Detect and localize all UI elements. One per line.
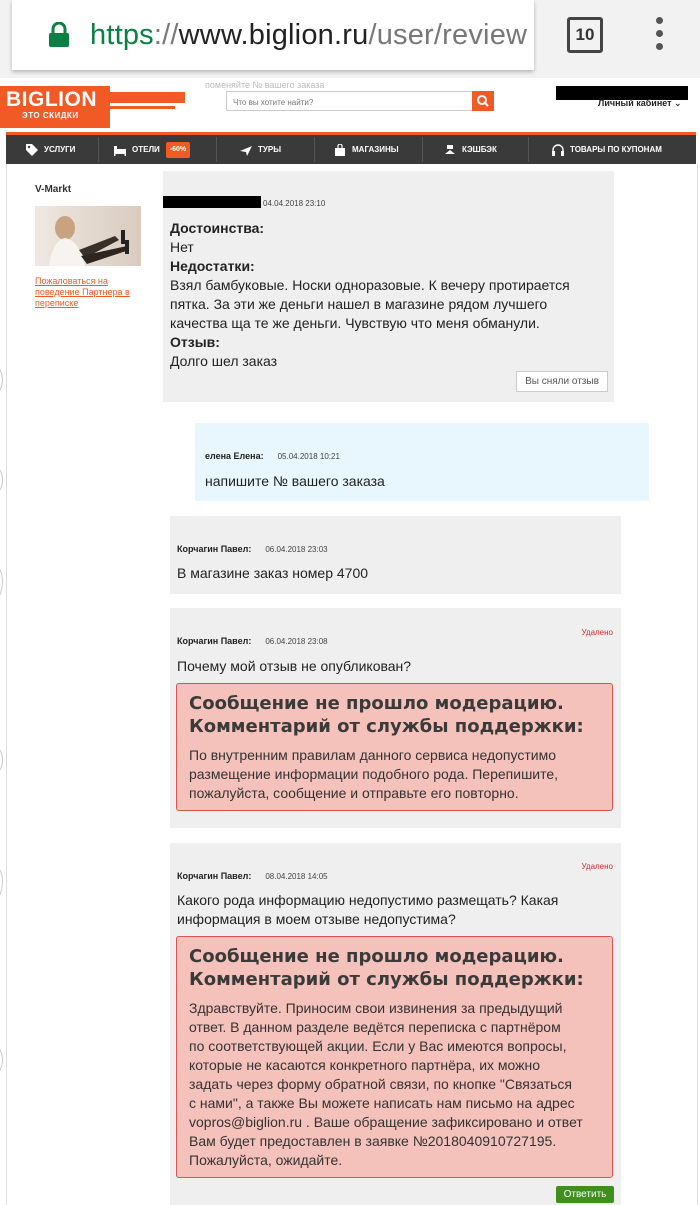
cons-label: Недостатки: <box>170 258 255 274</box>
message-card <box>170 516 621 594</box>
moderation-text: ответ. В данном разделе ведётся переписка с партнёром <box>189 1019 561 1035</box>
moderation-title: Сообщение не прошло модерацию. <box>189 693 564 714</box>
nav-divider <box>216 137 217 162</box>
review-label: Отзыв: <box>170 334 220 350</box>
review-card <box>163 171 614 402</box>
message-author: Корчагин Павел: <box>177 544 252 554</box>
header-faded-text: поменяйте № вашего заказа <box>205 80 325 90</box>
browser-toolbar <box>0 0 700 78</box>
message-card <box>195 423 649 501</box>
site-header <box>0 82 700 132</box>
moderation-text: по соответствующей акции. Если у Вас имеются вопросы, <box>189 1038 567 1054</box>
address-bar[interactable] <box>12 0 534 70</box>
moderation-title: Сообщение не прошло модерацию. <box>189 946 564 967</box>
search-icon <box>472 91 494 111</box>
headphones-icon <box>552 144 564 156</box>
message-text: информация в моем отзыве недопустима? <box>177 911 456 927</box>
cashback-icon <box>444 144 456 156</box>
partner-photo-art <box>35 206 141 266</box>
moderation-text: размещение информации подобного рода. Перепишите, <box>189 766 559 782</box>
deleted-badge: Удалено <box>581 628 613 637</box>
moderation-title: Комментарий от службы поддержки: <box>189 969 584 990</box>
menu-icon[interactable] <box>654 17 664 53</box>
nav-item-shops[interactable]: МАГАЗИНЫ <box>334 135 399 164</box>
hotel-icon <box>114 144 126 156</box>
search-button[interactable] <box>472 91 494 111</box>
message-author: Корчагин Павел: <box>177 636 252 646</box>
nav-divider <box>98 137 99 162</box>
logo-stripe-thin <box>110 106 175 109</box>
moderation-text: Пожалуйста, ожидайте. <box>189 1152 343 1168</box>
message-text: Какого рода информацию недопустимо размещать? Какая <box>177 892 559 908</box>
moderation-title: Комментарий от службы поддержки: <box>189 716 584 737</box>
nav-item-coupon-goods[interactable]: ТОВАРЫ ПО КУПОНАМ <box>552 135 662 164</box>
discount-badge: -60% <box>166 142 190 158</box>
message-date: 08.04.2018 14:05 <box>265 872 328 881</box>
review-withdrawn-button[interactable]: Вы сняли отзыв <box>516 371 608 392</box>
moderation-notice <box>176 683 613 811</box>
moderation-text: Вам будет предоставлен в заявке №2018040910727195. <box>189 1133 557 1149</box>
logo-stripe <box>110 92 185 103</box>
nav-item-tours[interactable]: ТУРЫ <box>240 135 281 164</box>
message-text: В магазине заказ номер 4700 <box>177 565 369 581</box>
message-text: напишите № вашего заказа <box>205 473 385 489</box>
reply-button[interactable]: Ответить <box>556 1186 614 1203</box>
deleted-badge: Удалено <box>581 862 613 871</box>
cons-line: Взял бамбуковые. Носки одноразовые. К вечеру протирается <box>170 277 570 293</box>
message-author: Корчагин Павел: <box>177 871 252 881</box>
report-partner-link[interactable]: Пожаловаться на поведение Партнера в переписке <box>35 276 130 308</box>
moderation-text: которые не касаются конкретного партнёра, их можно <box>189 1057 541 1073</box>
moderation-text: vopros@biglion.ru . Ваше обращение зафиксировано и ответ <box>189 1114 583 1130</box>
moderation-text: По внутренним правилам данного сервиса недопустимо <box>189 747 556 763</box>
page-edge-decoration <box>0 350 6 1200</box>
message-card <box>170 843 621 1205</box>
redacted-author <box>163 196 261 208</box>
message-card <box>170 608 621 828</box>
nav-item-services[interactable]: УСЛУГИ <box>26 135 75 164</box>
bag-icon <box>334 144 346 156</box>
moderation-notice <box>176 936 613 1178</box>
tag-icon <box>26 144 38 156</box>
review-date: 04.04.2018 23:10 <box>263 199 326 208</box>
message-text: Почему мой отзыв не опубликован? <box>177 658 412 674</box>
personal-cabinet-link[interactable]: Личный кабинет ⌄ <box>598 98 682 108</box>
moderation-text: Здравствуйте. Приносим свои извинения за предыдущий <box>189 1000 563 1016</box>
cons-line: пятка. За эти же деньги нашел в магазине рядом лучшего <box>170 296 548 312</box>
nav-item-cashback[interactable]: КЭШБЭК <box>444 135 497 164</box>
main-nav <box>6 132 696 164</box>
partner-name: V-Markt <box>35 184 72 195</box>
pros-label: Достоинства: <box>170 220 265 236</box>
message-date: 06.04.2018 23:08 <box>265 637 328 646</box>
nav-divider <box>314 137 315 162</box>
message-date: 05.04.2018 10:21 <box>277 452 340 461</box>
nav-divider <box>528 137 529 162</box>
tabs-icon[interactable]: 10 <box>567 17 603 53</box>
moderation-text: пожалуйста, сообщение и отправьте его повторно. <box>189 785 519 801</box>
search-input[interactable] <box>227 95 475 111</box>
url-text[interactable]: https://www.biglion.ru/user/review <box>90 19 528 51</box>
search-box <box>226 91 474 111</box>
lock-icon <box>48 22 70 48</box>
moderation-text: задать через форму обратной связи, по кнопке "Связаться <box>189 1076 573 1092</box>
message-author: елена Елена: <box>205 451 264 461</box>
plane-icon <box>240 144 252 156</box>
moderation-text: с нами", а также Вы можете написать нам письмо на адрес <box>189 1095 575 1111</box>
nav-item-hotels[interactable]: ОТЕЛИ -60% <box>114 135 190 164</box>
cons-line: качества ща те же деньги. Чувствую что меня обманули. <box>170 315 540 331</box>
partner-photo <box>35 206 141 266</box>
review-text: Долго шел заказ <box>170 353 278 369</box>
nav-divider <box>422 137 423 162</box>
biglion-logo[interactable]: BIGLION ЭТО СКИДКИ <box>0 86 110 128</box>
pros-text: Нет <box>170 239 194 255</box>
message-date: 06.04.2018 23:03 <box>265 545 328 554</box>
